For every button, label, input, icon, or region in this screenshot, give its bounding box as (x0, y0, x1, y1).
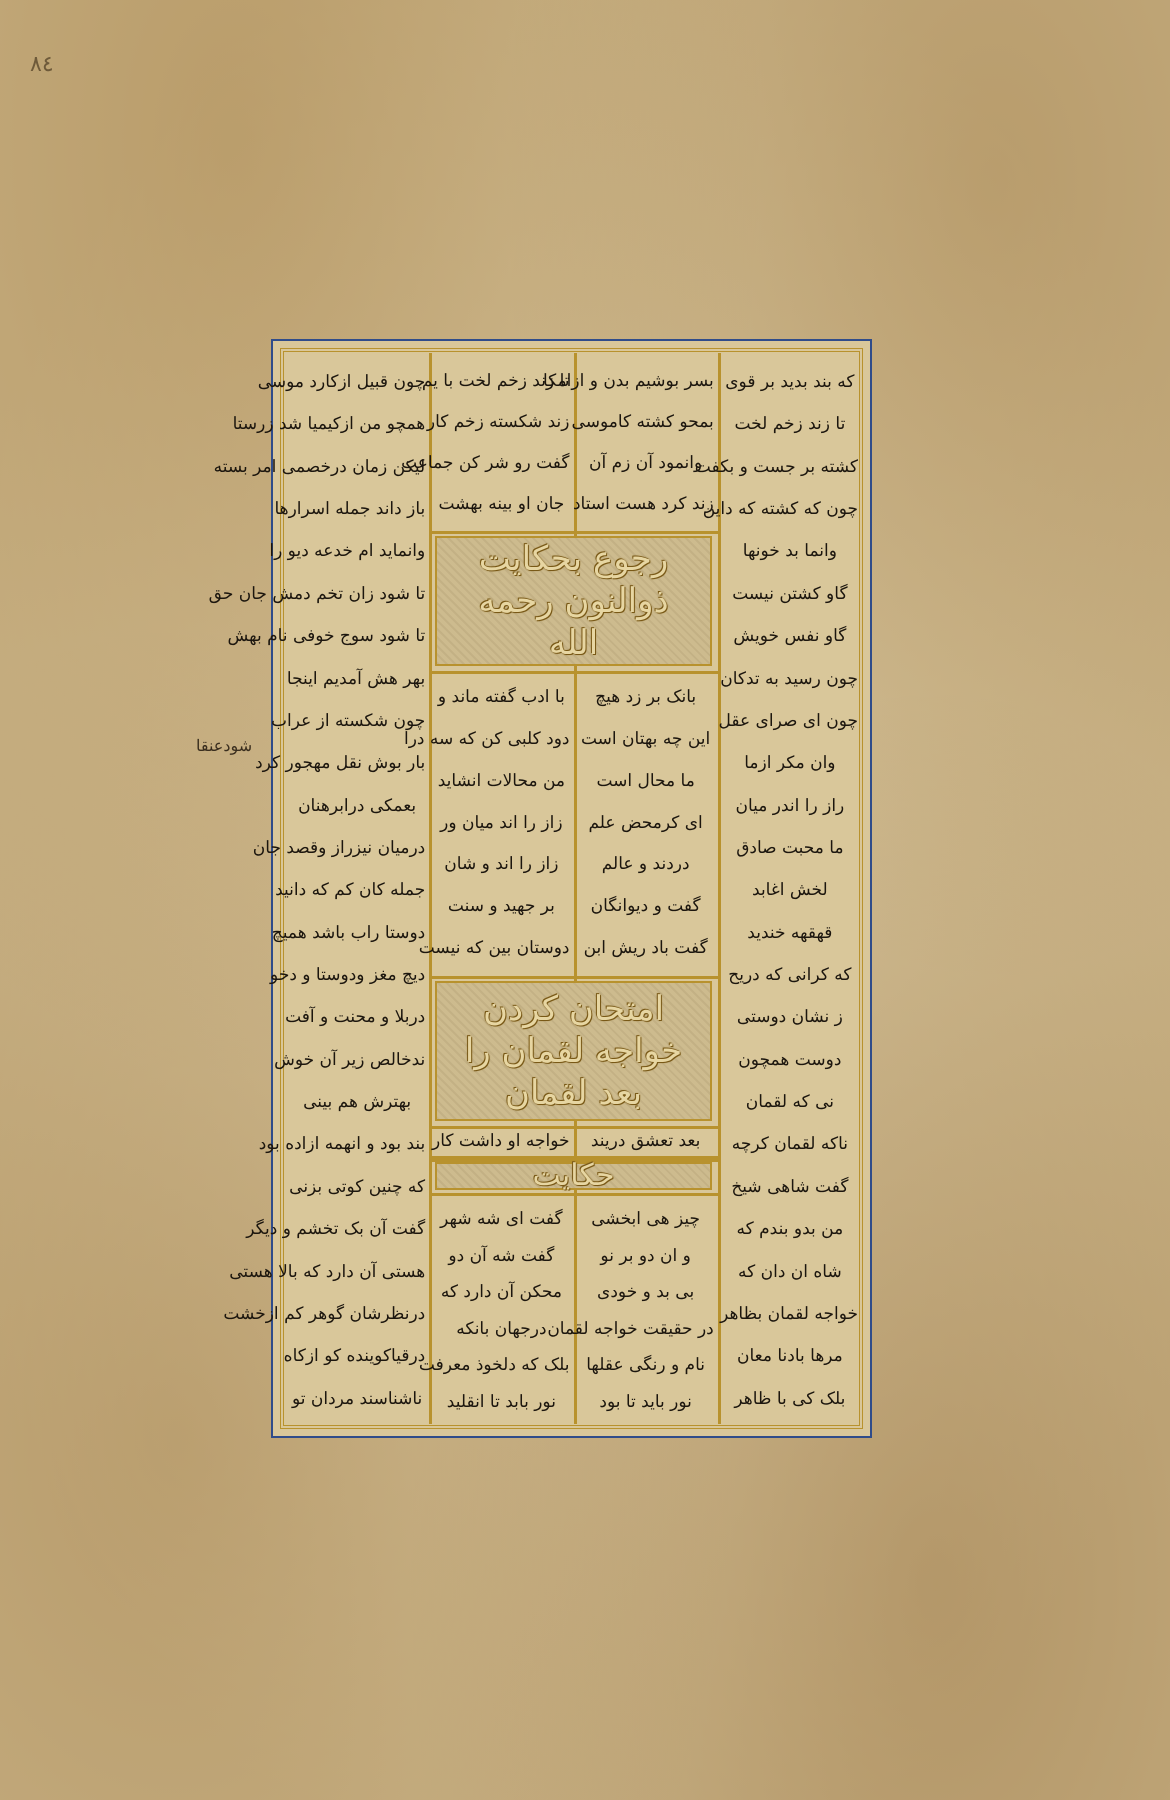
verse-line: من محالات انشاید (437, 770, 566, 791)
verse-line: بانک بر زد هیچ (595, 687, 697, 707)
verse-line: وانما بد خونها (742, 541, 837, 562)
verse-line: چون رسید به تدکان (720, 668, 858, 689)
verse-line: بار بوش نقل مهجور کرد (255, 753, 426, 774)
verse-line: جمله کان کم که دانید (275, 880, 426, 901)
verse-line: زاز را اند میان ور (440, 812, 563, 833)
verse-line: نی که لقمان (745, 1092, 834, 1113)
verse-line: بی بد و خودی (597, 1282, 695, 1302)
verse-line: من بدو بندم که (736, 1219, 844, 1240)
verse-line: ما محال است (596, 770, 695, 791)
verse-line: زند شکسته زخم کار (426, 412, 570, 432)
heading-text: رجوع بحکایت ذوالنون رحمه الله (478, 539, 669, 663)
verse-line: دوست همچون (738, 1049, 842, 1070)
verse-line: بعد تعشق دریند (590, 1131, 701, 1151)
verse-line: تا زند زخم لخت (734, 414, 846, 435)
verse-line: دربلا و محنت و آفت (285, 1007, 426, 1028)
verse-line: بعمکی درابرهنان (298, 795, 417, 816)
verse-line: ز نشان دوستی (736, 1007, 843, 1028)
section-heading-panel (435, 981, 712, 1121)
verse-line: بسر بوشیم بدن و ازامکا (542, 371, 714, 391)
verse-line: وانمود آن زم آن (589, 453, 703, 473)
verse-line: دردند و عالم (601, 854, 690, 875)
verse-line: گفت باد ریش ابن (583, 938, 708, 959)
verse-line: لیکن زمان درخصمی امر بسته (213, 456, 426, 477)
verse-line: شاه ان دان که (738, 1261, 842, 1282)
verse-line: محکن آن دارد که (440, 1282, 562, 1302)
section-heading-small (435, 1158, 712, 1193)
verse-line: باز داند جمله اسرارها (274, 499, 426, 520)
verse-line: زاز را اند و شان (444, 854, 559, 875)
verse-line: گفت ای شه شهر (440, 1209, 563, 1229)
verse-line: درقیاکوینده کو ازکاه (283, 1346, 426, 1367)
row-rule (429, 671, 718, 674)
verse-line: قهقهه خندید (747, 922, 833, 943)
verse-line: چیز هی ابخشی (591, 1209, 700, 1229)
verse-line: ای کرمحض علم (588, 812, 703, 833)
verse-line: وانماید ام خدعه دیو را (269, 541, 426, 562)
verse-line: درمیان نیزراز وقصد جان (252, 837, 426, 858)
verse-line: تا زند زخم لخت با یم (421, 371, 570, 391)
verse-line: درنظرشان گوهر کم ازخشت (223, 1303, 426, 1324)
verse-line: ندخالص زیر آن خوش (274, 1049, 426, 1070)
verse-line: تا شود زان تخم دمش جان حق (208, 583, 426, 604)
verse-line: دود کلبی کن که سه درا (404, 728, 570, 749)
verse-line: دوستان بین که نیست (418, 938, 570, 959)
verse-line: بر جهید و سنت (447, 896, 555, 917)
folio-number: ٨٤ (30, 52, 54, 77)
verse-line: راز را اندر میان (735, 795, 845, 816)
verse-line: گفت شاهی شیخ (731, 1176, 849, 1197)
verse-line: لخش اغابد (752, 880, 828, 901)
margin-note: شودعنقا (196, 736, 253, 755)
verse-line: که چنین کوتی بزنی (289, 1176, 426, 1197)
verse-line: وان مکر ازما (744, 753, 836, 774)
verse-line: نام و رنگی عقلها (586, 1355, 705, 1375)
verse-line: گفت آن بک تخشم و دیگر (246, 1219, 426, 1240)
verse-line: بلک کی با ظاهر (734, 1388, 846, 1409)
verse-line: که بند بدید بر قوی (725, 372, 855, 392)
verse-line: بهر هش آمدیم اینجا (286, 668, 426, 689)
verse-line: گفت و دیوانگان (590, 896, 701, 917)
verse-line: گاو نفس خویش (733, 626, 847, 647)
verse-line: گفت شه آن دو (448, 1245, 555, 1266)
section-heading-panel (435, 536, 712, 666)
row-rule (429, 1126, 718, 1129)
column-rule (429, 353, 432, 1424)
verse-line: هستی آن دارد که بالا هستی (229, 1261, 426, 1282)
verse-line: تا شود سوج خوفی نام بهش (227, 626, 426, 647)
verse-line: زند کرد هست استاد (572, 494, 714, 514)
verse-line: جان او بینه بهشت (438, 494, 565, 514)
verse-line: درجهان بانکه (456, 1318, 547, 1339)
verse-line: بهترش هم بینی (303, 1092, 412, 1113)
verse-line: دوستا راب باشد همیچ (271, 922, 426, 943)
heading-text: حکایت (532, 1158, 615, 1193)
verse-line: با ادب گفته ماند و (437, 687, 565, 707)
verse-line: و ان دو بر نو (600, 1245, 691, 1266)
verse-line: گاو کشتن نیست (732, 583, 848, 604)
verse-line: ناکه لقمان کرچه (731, 1134, 849, 1155)
verse-line: خواجه لقمان بظاهر (720, 1303, 858, 1324)
verse-line: بمحو کشته کاموسی (571, 412, 714, 432)
verse-line: ناشناسند مردان تو (291, 1388, 423, 1409)
verse-line: که کرانی که دریح (728, 965, 852, 986)
verse-line: خواجه او داشت کار (432, 1131, 570, 1151)
verse-line: گفت رو شر کن جماعت (401, 453, 570, 473)
verse-line: چون که کشته که داین (702, 499, 858, 520)
row-rule (429, 531, 718, 534)
verse-line: این چه بهتان است (580, 728, 711, 749)
verse-line: بلک که دلخوذ معرفت (418, 1355, 570, 1375)
verse-line: کشته بر جست و بکفت (694, 456, 858, 477)
row-rule (429, 976, 718, 979)
verse-line: مرها بادنا معان (736, 1346, 843, 1367)
verse-line: دیچ مغز ودوستا و دخو (270, 965, 426, 986)
verse-line: چون شکسته از عراب (271, 710, 426, 731)
verse-line: نور باید تا بود (599, 1391, 692, 1412)
verse-line: بند بود و انهمه ازاده بود (258, 1134, 426, 1155)
heading-text: امتحان کردن خواجه لقمان را بعد لقمان (464, 989, 683, 1113)
verse-line: ما محبت صادق (736, 837, 844, 858)
verse-line: همچو من ازکیمیا شد زرستا (232, 414, 426, 435)
verse-line: نور بابد تا انقلید (446, 1391, 556, 1412)
verse-line: چون قبیل ازکارد موسی (257, 372, 426, 392)
verse-line: در حقیقت خواجه لقمان (547, 1318, 714, 1339)
verse-line: چون ای صرای عقل (718, 710, 858, 731)
